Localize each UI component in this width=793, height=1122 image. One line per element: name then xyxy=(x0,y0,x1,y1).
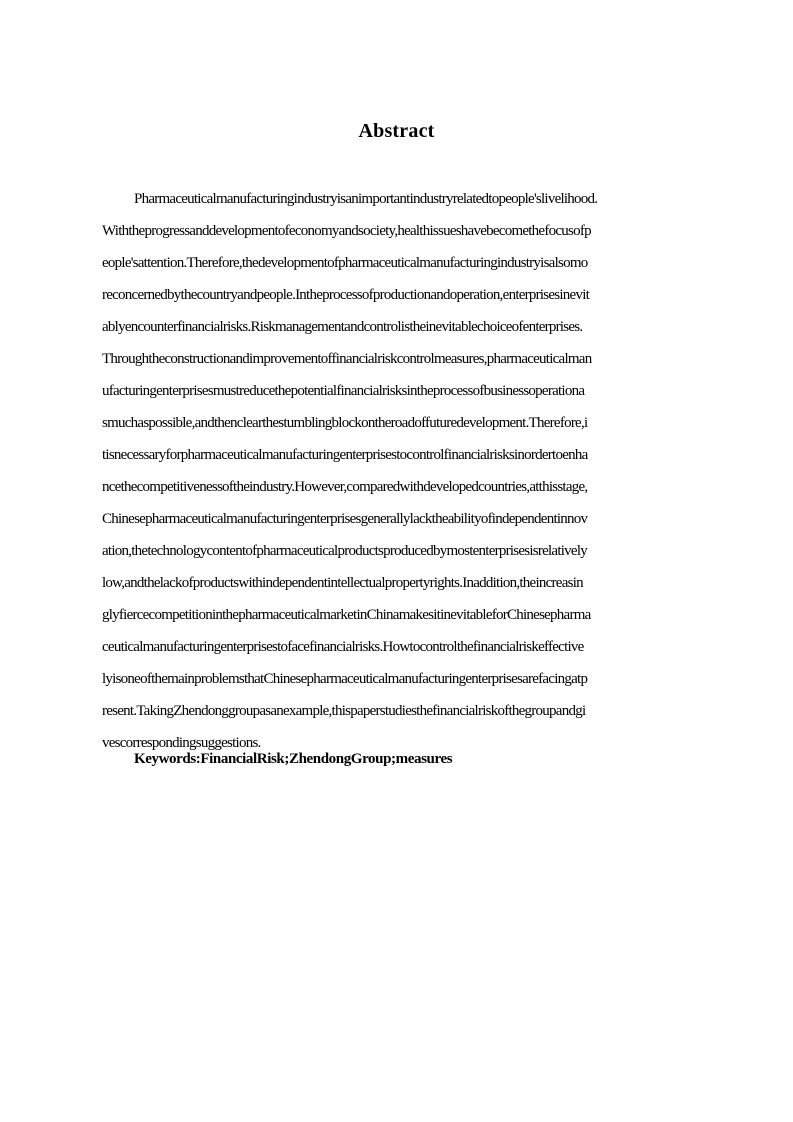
abstract-line: Chinesepharmaceuticalmanufacturingenterprisesgenerallylacktheabilityofindependentinnov xyxy=(102,511,588,527)
abstract-line: resent.TakingZhendonggroupasanexample,thispaperstudiesthefinancialriskofthegroupandgi xyxy=(102,703,586,719)
abstract-line: ablyencounterfinancialrisks.Riskmanagementandcontrolistheinevitablechoiceofenterprises. xyxy=(102,319,583,335)
abstract-line: reconcernedbythecountryandpeople.Intheprocessofproductionandoperation,enterprisesinevit xyxy=(102,287,590,303)
abstract-line: Throughtheconstructionandimprovementoffinancialriskcontrolmeasures,pharmaceuticalman xyxy=(102,351,592,367)
abstract-title: Abstract xyxy=(358,120,435,142)
abstract-line: lyisoneofthemainproblemsthatChinesepharmaceuticalmanufacturingenterprisesarefacingatp xyxy=(102,671,588,687)
abstract-line: vescorrespondingsuggestions. xyxy=(102,735,261,751)
abstract-line: Pharmaceuticalmanufacturingindustryisanimportantindustryrelatedtopeople'slivelihood. xyxy=(134,191,598,207)
abstract-line: ufacturingenterprisesmustreducethepotentialfinancialrisksintheprocessofbusinessoperationa xyxy=(102,383,585,399)
abstract-line: glyfiercecompetitioninthepharmaceuticalmarketinChinamakesitinevitableforChinesepharma xyxy=(102,607,591,623)
abstract-line: smuchaspossible,andthenclearthestumblingblockontheroadoffuturedevelopment.Therefore,i xyxy=(102,415,588,431)
abstract-body xyxy=(102,183,698,759)
abstract-line: eople'sattention.Therefore,thedevelopmentofpharmaceuticalmanufacturingindustryisalsomo xyxy=(102,255,588,271)
abstract-line: Withtheprogressanddevelopmentofeconomyandsociety,healthissueshavebecomethefocusofp xyxy=(102,223,591,239)
abstract-line: tisnecessaryforpharmaceuticalmanufacturingenterprisestocontrolfinancialrisksinordertoenha xyxy=(102,447,588,463)
abstract-line: ceuticalmanufacturingenterprisestofacefinancialrisks.Howtocontrolthefinancialriskeffective xyxy=(102,639,584,655)
abstract-line: ncethecompetitivenessoftheindustry.However,comparedwithdevelopedcountries,atthisstage, xyxy=(102,479,588,495)
abstract-line: low,andthelackofproductswithindependentintellectualpropertyrights.Inaddition,theincreasin xyxy=(102,575,583,591)
abstract-line: ation,thetechnologycontentofpharmaceuticalproductsproducedbymostenterprisesisrelatively xyxy=(102,543,587,559)
keywords-line: Keywords:FinancialRisk;ZhendongGroup;measures xyxy=(134,751,453,767)
